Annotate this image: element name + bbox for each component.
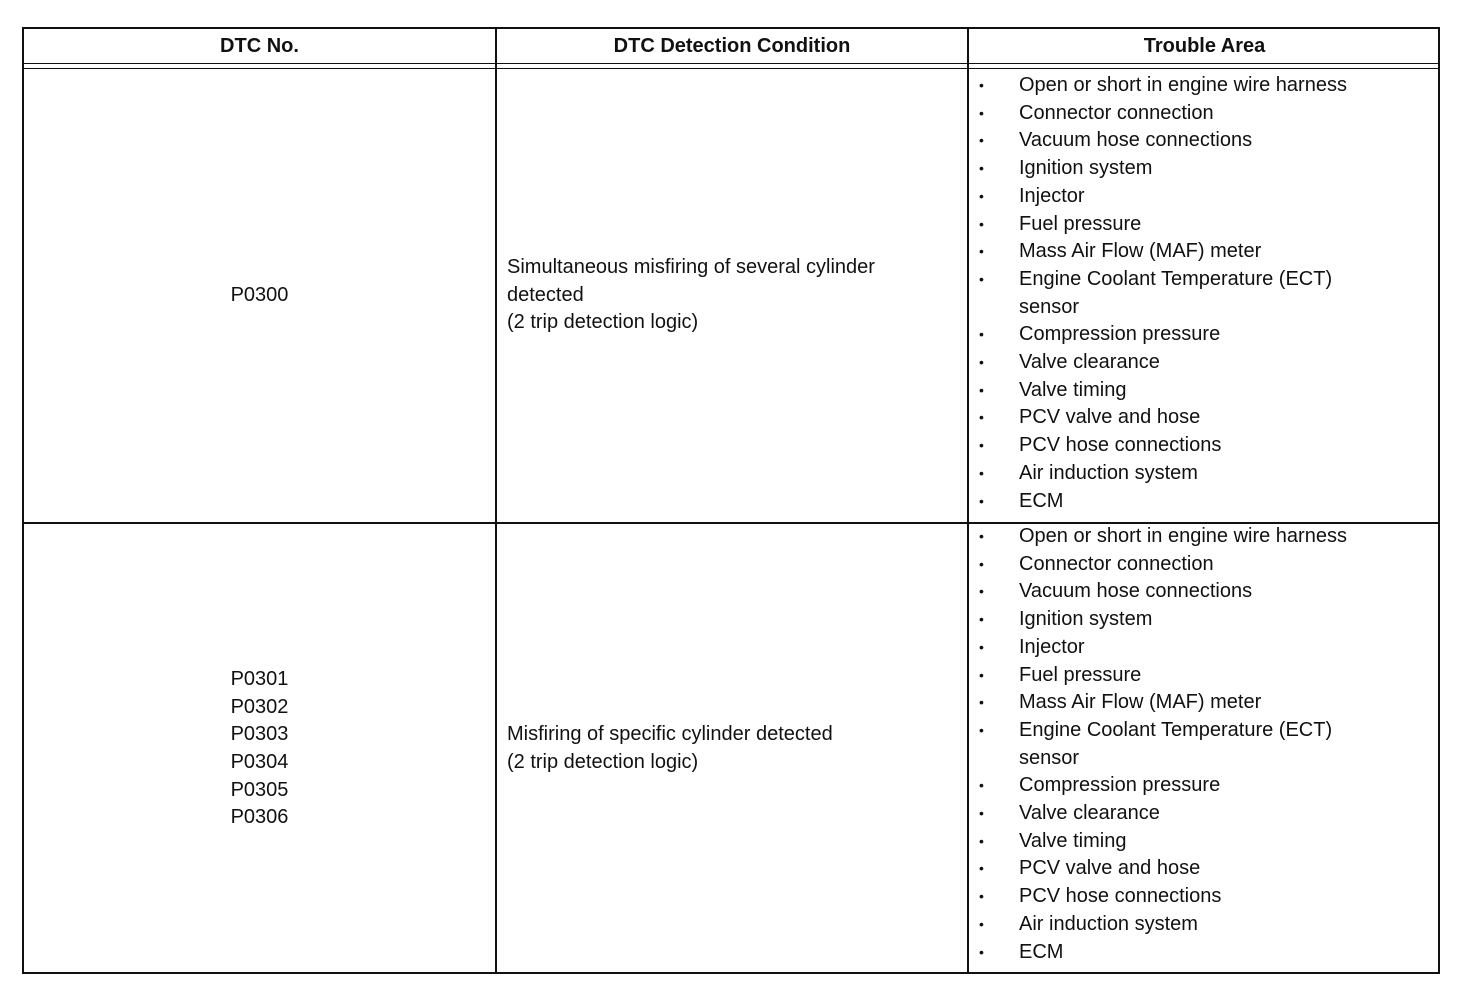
condition-line: Simultaneous misfiring of several cylinder — [507, 255, 875, 278]
trouble-area-item — [979, 939, 1434, 967]
trouble-area-item — [979, 634, 1434, 662]
bullet-icon: • — [979, 132, 984, 149]
trouble-area-item — [979, 404, 1434, 432]
trouble-area-item — [979, 689, 1434, 717]
bullet-icon: • — [979, 437, 984, 454]
trouble-area-item — [979, 662, 1434, 690]
column-divider — [967, 29, 969, 972]
bullet-icon: • — [979, 492, 984, 509]
bullet-icon: • — [979, 528, 984, 544]
trouble-area-text: PCV valve and hose — [1019, 857, 1201, 880]
row1-trouble-area-list — [979, 72, 1434, 515]
dtc-code: P0300 — [230, 283, 289, 306]
row2-dtc-cell — [24, 524, 495, 974]
bullet-icon: • — [979, 860, 984, 877]
trouble-area-text: Vacuum hose connections — [1019, 580, 1253, 603]
trouble-area-item — [979, 828, 1434, 856]
trouble-area-item — [979, 855, 1434, 883]
trouble-area-text: Air induction system — [1019, 461, 1198, 484]
trouble-area-text: Ignition system — [1019, 157, 1153, 180]
dtc-code: P0302 — [230, 695, 289, 718]
dtc-table — [22, 27, 1440, 974]
column-divider — [495, 29, 497, 972]
header-dtc-no: DTC No. — [220, 34, 299, 57]
bullet-icon: • — [979, 187, 984, 204]
bullet-icon: • — [979, 583, 984, 600]
bullet-icon: • — [979, 832, 984, 849]
trouble-area-text: Open or short in engine wire harness — [1019, 525, 1347, 547]
trouble-area-item — [979, 155, 1434, 183]
dtc-code: P0303 — [230, 723, 289, 746]
trouble-area-item — [979, 183, 1434, 211]
trouble-area-text: Ignition system — [1019, 608, 1153, 631]
row2-dtc-codes — [231, 666, 289, 832]
trouble-area-text: Engine Coolant Temperature (ECT) sensor — [1019, 718, 1333, 769]
trouble-area-text: Injector — [1019, 184, 1085, 207]
trouble-area-text: PCV hose connections — [1019, 885, 1222, 908]
trouble-area-text: Valve clearance — [1019, 351, 1160, 374]
bullet-icon: • — [979, 104, 984, 121]
trouble-area-item — [979, 127, 1434, 155]
bullet-icon: • — [979, 805, 984, 822]
trouble-area-text: ECM — [1019, 940, 1064, 963]
bullet-icon: • — [979, 381, 984, 398]
trouble-area-text: Mass Air Flow (MAF) meter — [1019, 240, 1262, 263]
bullet-icon: • — [979, 326, 984, 343]
trouble-area-text: ECM — [1019, 489, 1064, 512]
bullet-icon: • — [979, 694, 984, 711]
trouble-area-text: Connector connection — [1019, 552, 1214, 575]
trouble-area-text: Open or short in engine wire harness — [1019, 74, 1347, 96]
bullet-icon: • — [979, 721, 984, 738]
trouble-area-item — [979, 883, 1434, 911]
bullet-icon: • — [979, 915, 984, 932]
trouble-area-item — [979, 551, 1434, 579]
trouble-area-item — [979, 100, 1434, 128]
bullet-icon: • — [979, 243, 984, 260]
dtc-code: P0306 — [230, 806, 289, 829]
trouble-area-item — [979, 460, 1434, 488]
trouble-area-text: Injector — [1019, 635, 1085, 658]
trouble-area-item — [979, 321, 1434, 349]
header-detection-condition: DTC Detection Condition — [613, 34, 851, 57]
trouble-area-item — [979, 72, 1434, 100]
trouble-area-item — [979, 377, 1434, 405]
trouble-area-text: Connector connection — [1019, 101, 1214, 124]
trouble-area-item — [979, 266, 1434, 321]
trouble-area-item — [979, 911, 1434, 939]
condition-line: (2 trip detection logic) — [507, 311, 699, 334]
trouble-area-item — [979, 488, 1434, 516]
bullet-icon: • — [979, 77, 984, 93]
dtc-code: P0304 — [230, 751, 289, 773]
header-trouble-area: Trouble Area — [1143, 34, 1266, 57]
dtc-code: P0305 — [230, 778, 289, 801]
bullet-icon: • — [979, 943, 984, 960]
bullet-icon: • — [979, 666, 984, 683]
bullet-icon: • — [979, 270, 984, 287]
bullet-icon: • — [979, 777, 984, 794]
trouble-area-text: Engine Coolant Temperature (ECT) sensor — [1019, 267, 1333, 318]
bullet-icon: • — [979, 354, 984, 371]
header-divider — [24, 63, 1438, 64]
trouble-area-text: Compression pressure — [1019, 323, 1221, 346]
trouble-area-text: PCV valve and hose — [1019, 406, 1201, 429]
trouble-area-item — [979, 211, 1434, 239]
bullet-icon: • — [979, 215, 984, 232]
row1-dtc-cell — [24, 69, 495, 522]
bullet-icon: • — [979, 888, 984, 905]
bullet-icon: • — [979, 160, 984, 177]
trouble-area-text: Vacuum hose connections — [1019, 129, 1253, 152]
trouble-area-text: Valve timing — [1019, 829, 1127, 852]
bullet-icon: • — [979, 611, 984, 628]
trouble-area-item — [979, 523, 1434, 551]
trouble-area-item — [979, 772, 1434, 800]
bullet-icon: • — [979, 464, 984, 481]
dtc-code: P0301 — [230, 667, 289, 690]
trouble-area-text: Mass Air Flow (MAF) meter — [1019, 691, 1262, 714]
trouble-area-item — [979, 238, 1434, 266]
bullet-icon: • — [979, 555, 984, 572]
condition-line: detected — [507, 283, 584, 306]
trouble-area-item — [979, 606, 1434, 634]
trouble-area-item — [979, 578, 1434, 606]
row1-detection-condition — [507, 69, 957, 522]
trouble-area-text: Fuel pressure — [1019, 663, 1142, 686]
bullet-icon: • — [979, 409, 984, 426]
trouble-area-text: Fuel pressure — [1019, 212, 1142, 235]
trouble-area-item — [979, 717, 1434, 772]
condition-line: Misfiring of specific cylinder detected — [507, 723, 833, 746]
trouble-area-text: Air induction system — [1019, 912, 1198, 935]
bullet-icon: • — [979, 638, 984, 655]
trouble-area-item — [979, 432, 1434, 460]
trouble-area-text: Compression pressure — [1019, 774, 1221, 797]
trouble-area-text: PCV hose connections — [1019, 434, 1222, 457]
row2-detection-condition — [507, 524, 957, 974]
row1-dtc-codes — [231, 282, 289, 310]
condition-line: (2 trip detection logic) — [507, 751, 699, 773]
trouble-area-text: Valve timing — [1019, 378, 1127, 401]
trouble-area-text: Valve clearance — [1019, 802, 1160, 825]
trouble-area-item — [979, 349, 1434, 377]
trouble-area-item — [979, 800, 1434, 828]
row2-trouble-area-list — [979, 523, 1434, 966]
